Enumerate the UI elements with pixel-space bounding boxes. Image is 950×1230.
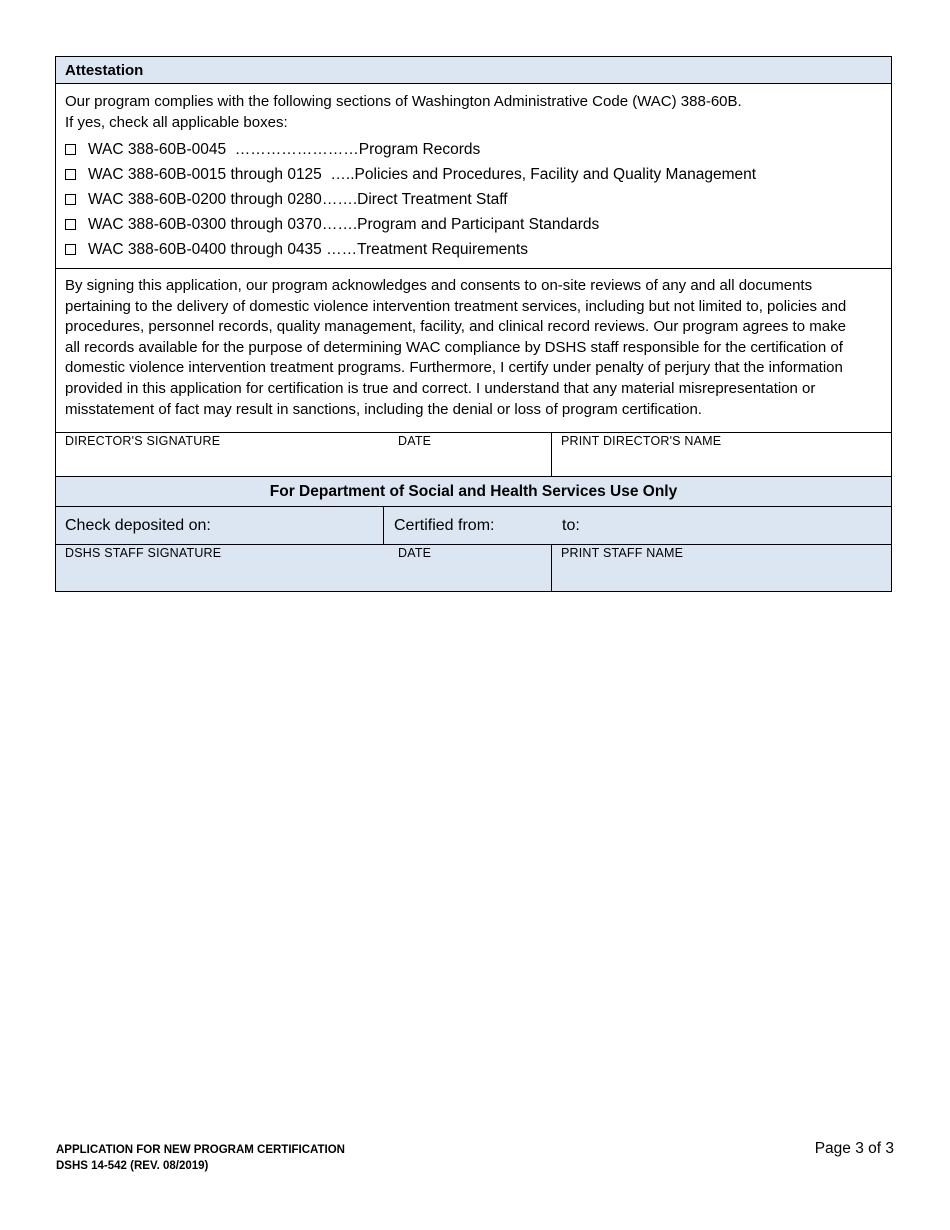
consent-line: By signing this application, our program acknowledges and consents to on-site reviews of any and all documents xyxy=(65,277,813,294)
director-signature-row xyxy=(56,433,891,477)
wac-item-direct-staff[interactable] xyxy=(65,187,882,212)
consent-line: misstatement of fact may result in sanctions, including the denial or loss of program certification. xyxy=(65,400,702,418)
dot-leader: …… xyxy=(321,241,358,258)
wac-code: WAC 388-60B-0300 through 0370 xyxy=(88,216,322,233)
consent-statement xyxy=(56,269,891,433)
form-title: APPLICATION FOR NEW PROGRAM CERTIFICATION xyxy=(56,1144,345,1156)
page-number: Page 3 of 3 xyxy=(814,1140,894,1157)
director-signature-field[interactable] xyxy=(56,433,389,476)
wac-item-policies[interactable] xyxy=(65,162,882,187)
wac-item-program-records[interactable] xyxy=(65,137,882,162)
attestation-instruction: If yes, check all applicable boxes: xyxy=(65,114,288,131)
wac-code: WAC 388-60B-0045 xyxy=(88,141,227,158)
certified-to-label: to: xyxy=(562,517,580,535)
form-number: DSHS 14-542 (REV. 08/2019) xyxy=(56,1159,209,1172)
checkbox[interactable] xyxy=(65,194,76,205)
dshs-staff-signature-row xyxy=(56,545,891,591)
wac-code: WAC 388-60B-0400 through 0435 xyxy=(88,241,322,258)
director-date-field[interactable] xyxy=(389,433,551,476)
dot-leader: ……. xyxy=(321,216,358,233)
wac-item-participant-standards[interactable] xyxy=(65,212,882,237)
director-name-field[interactable] xyxy=(551,433,891,476)
checkbox[interactable] xyxy=(65,244,76,255)
wac-description: Policies and Procedures, Facility and Quality Management xyxy=(354,166,757,183)
staff-date-label: DATE xyxy=(398,546,432,561)
certification-form xyxy=(55,56,892,592)
wac-description: Treatment Requirements xyxy=(357,241,528,258)
wac-code: WAC 388-60B-0200 through 0280 xyxy=(88,191,322,208)
wac-code: WAC 388-60B-0015 through 0125 xyxy=(88,166,322,183)
staff-name-field[interactable] xyxy=(551,545,891,591)
dot-leader: ….. xyxy=(321,166,355,183)
certified-to-field[interactable] xyxy=(552,507,891,544)
wac-description: Program and Participant Standards xyxy=(357,216,600,233)
dshs-deposit-row xyxy=(56,507,891,545)
attestation-section xyxy=(56,84,891,269)
consent-line: all records available for the purpose of determining WAC compliance by DSHS staff responsible for the certification of xyxy=(65,338,843,356)
director-date-label: DATE xyxy=(398,434,432,449)
director-signature-label: DIRECTOR'S SIGNATURE xyxy=(65,434,221,449)
staff-name-label: PRINT STAFF NAME xyxy=(561,546,684,561)
dot-leader: ……. xyxy=(321,191,358,208)
dshs-use-only-heading: For Department of Social and Health Services Use Only xyxy=(56,477,891,507)
check-deposited-field[interactable] xyxy=(56,507,384,544)
director-name-label: PRINT DIRECTOR'S NAME xyxy=(561,434,722,449)
wac-checklist xyxy=(65,137,882,262)
checkbox[interactable] xyxy=(65,169,76,180)
attestation-intro: Our program complies with the following sections of Washington Administrative Code (WAC) 388-60B. xyxy=(65,93,742,110)
wac-item-treatment-requirements[interactable] xyxy=(65,237,882,262)
form-footer xyxy=(56,1143,345,1174)
certified-from-field[interactable] xyxy=(384,507,552,544)
consent-line: domestic violence intervention treatment programs. Furthermore, I certify under penalty of perjury that the information xyxy=(65,359,843,377)
checkbox[interactable] xyxy=(65,219,76,230)
consent-line: pertaining to the delivery of domestic violence intervention treatment services, including but not limited to, policies and xyxy=(65,297,847,315)
wac-description: Program Records xyxy=(358,141,481,158)
consent-line: provided in this application for certification is true and correct. I understand that any material misrepresentation or xyxy=(65,379,816,397)
staff-signature-label: DSHS STAFF SIGNATURE xyxy=(65,546,222,561)
staff-signature-field[interactable] xyxy=(56,545,389,591)
check-deposited-label: Check deposited on: xyxy=(65,517,211,535)
consent-line: procedures, personnel records, quality management, facility, and clinical record reviews. Our program agrees to make xyxy=(65,318,846,336)
certified-from-label: Certified from: xyxy=(394,517,495,535)
checkbox[interactable] xyxy=(65,144,76,155)
wac-description: Direct Treatment Staff xyxy=(357,191,508,208)
staff-date-field[interactable] xyxy=(389,545,551,591)
attestation-header: Attestation xyxy=(56,57,891,84)
dot-leader: …………………… xyxy=(226,141,359,158)
